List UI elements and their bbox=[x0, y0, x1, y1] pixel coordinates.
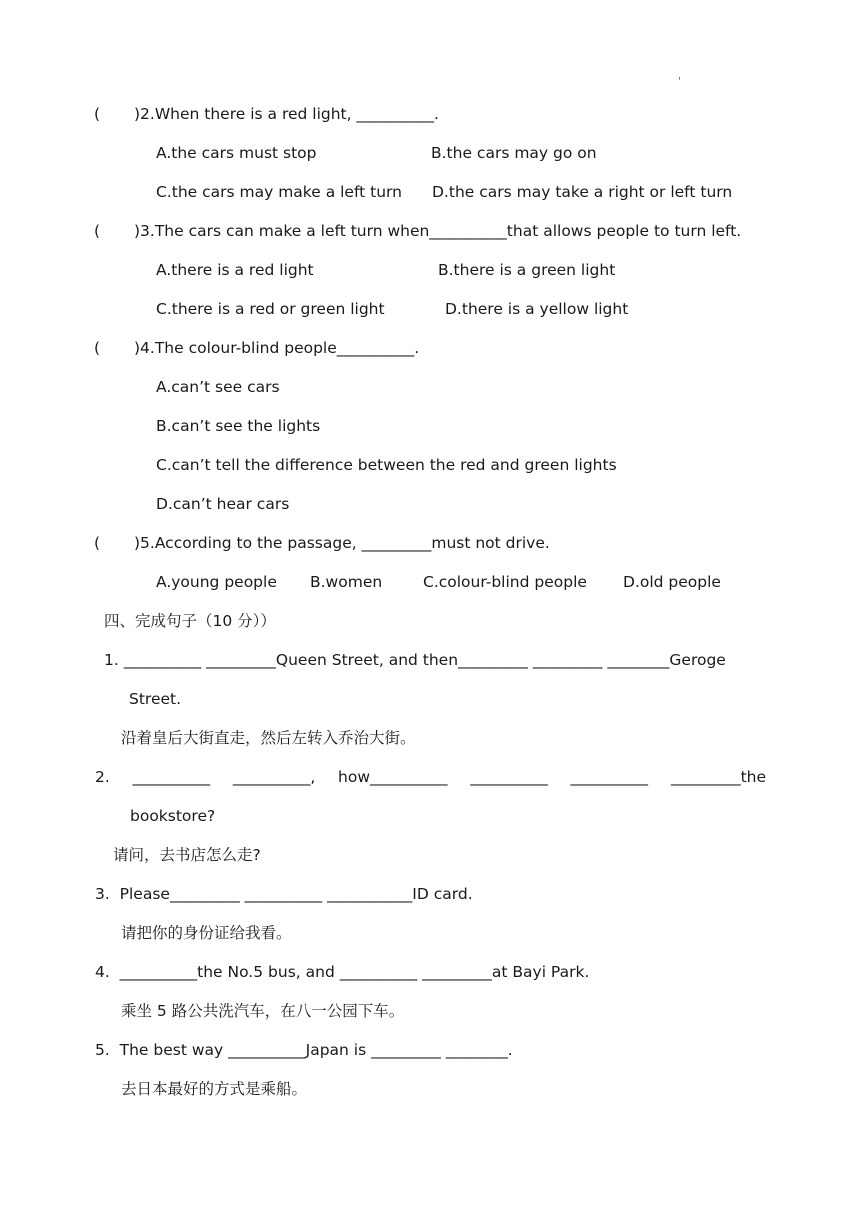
sentence-1-text: 1. __________ _________Queen Street, and then_________ _________ ________Geroge bbox=[104, 651, 726, 669]
sentence-5-chinese: 去日本最好的方式是乘船。 bbox=[121, 1080, 308, 1098]
option-a: A.can’t see cars bbox=[156, 378, 280, 396]
option-d: D.can’t hear cars bbox=[156, 495, 290, 513]
answer-paren: ( bbox=[94, 222, 101, 240]
option-a: A.there is a red light bbox=[156, 261, 314, 279]
option-b: B.there is a green light bbox=[438, 261, 616, 279]
question-stem: )5.According to the passage, _________must not drive. bbox=[134, 534, 550, 552]
sentence-1-line bbox=[104, 650, 766, 670]
answer-paren: ( bbox=[94, 105, 101, 123]
sentence-3-chinese: 请把你的身份证给我看。 bbox=[121, 924, 292, 942]
blank: __________ bbox=[132, 768, 211, 786]
option-c: C.can’t tell the difference between the red and green lights bbox=[156, 456, 617, 474]
blank: __________ bbox=[570, 768, 649, 786]
section-title: 四、完成句子（10 分）） bbox=[104, 612, 276, 630]
option-c: C.there is a red or green light bbox=[156, 300, 385, 318]
blank: __________ bbox=[470, 768, 548, 786]
sentence-2-line bbox=[95, 767, 766, 787]
option-c: C.colour-blind people bbox=[423, 573, 587, 591]
option-b: B.the cars may go on bbox=[431, 144, 597, 162]
stray-mark: ' bbox=[678, 76, 681, 87]
option-b: B.can’t see the lights bbox=[156, 417, 321, 435]
sentence-3-text: 3. Please_________ __________ ___________ID card. bbox=[95, 885, 473, 903]
option-a: A.young people bbox=[156, 573, 277, 591]
blank: __________, bbox=[232, 768, 316, 786]
sentence-5-text: 5. The best way __________Japan is _________ ________. bbox=[95, 1041, 513, 1059]
blank: _________the bbox=[670, 768, 766, 786]
question-stem: )2.When there is a red light, __________. bbox=[134, 105, 439, 123]
sentence-2-continuation: bookstore? bbox=[130, 807, 216, 825]
blank: how__________ bbox=[338, 768, 448, 786]
sentence-number: 2. bbox=[95, 768, 110, 786]
sentence-4-chinese: 乘坐 5 路公共洗汽车，在八一公园下车。 bbox=[121, 1002, 405, 1020]
option-a: A.the cars must stop bbox=[156, 144, 317, 162]
option-d: D.there is a yellow light bbox=[445, 300, 629, 318]
option-b: B.women bbox=[310, 573, 383, 591]
option-d: D.the cars may take a right or left turn bbox=[432, 183, 733, 201]
sentence-1-continuation: Street. bbox=[129, 690, 182, 708]
sentence-4-text: 4. __________the No.5 bus, and __________ _________at Bayi Park. bbox=[95, 963, 590, 981]
question-stem: )4.The colour-blind people__________. bbox=[134, 339, 420, 357]
sentence-1-chinese: 沿着皇后大街直走，然后左转入乔治大街。 bbox=[121, 729, 416, 747]
option-d: D.old people bbox=[623, 573, 721, 591]
answer-paren: ( bbox=[94, 534, 101, 552]
answer-paren: ( bbox=[94, 339, 101, 357]
sentence-2-chinese: 请问，去书店怎么走? bbox=[113, 846, 261, 864]
question-stem: )3.The cars can make a left turn when__________that allows people to turn left. bbox=[134, 222, 742, 240]
option-c: C.the cars may make a left turn bbox=[156, 183, 402, 201]
